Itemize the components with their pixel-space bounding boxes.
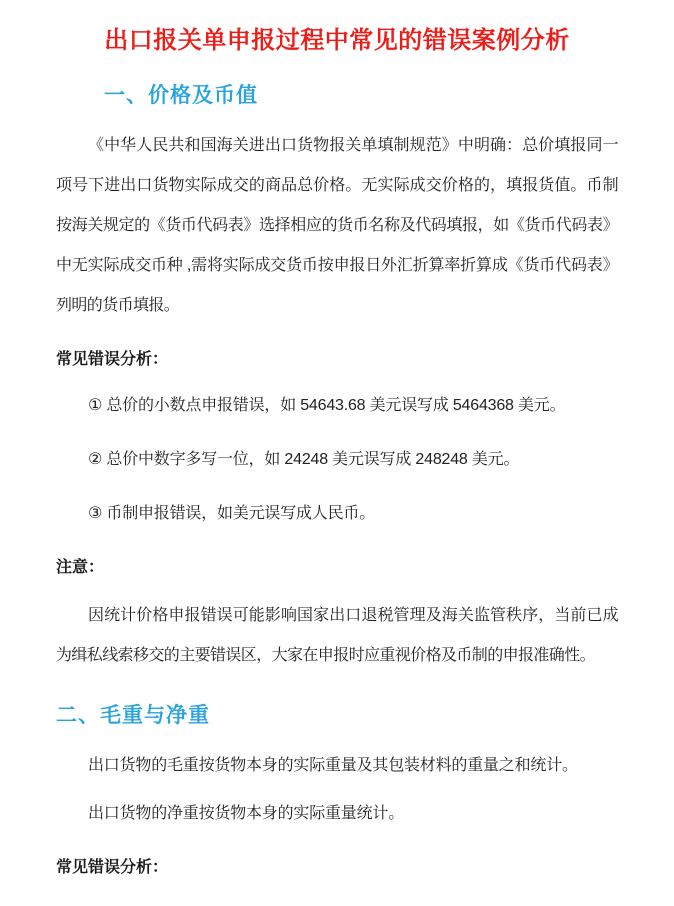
- section-gross-net-weight: [56, 702, 618, 880]
- text-line: 列明的货币填报。: [56, 297, 180, 314]
- note-label: 注意：: [56, 559, 105, 576]
- text-line: 项号下进出口货物实际成交的商品总价格。无实际成交价格的，填报货值。币制: [56, 177, 618, 194]
- text-line: 因统计价格申报错误可能影响国家出口退税管理及海关监管秩序，当前已成: [88, 607, 618, 624]
- page-title: 出口报关单申报过程中常见的错误案例分析: [104, 27, 570, 54]
- net-weight-paragraph: 出口货物的净重按货物本身的实际重量统计。: [88, 805, 405, 822]
- text-line: 中无实际成交币种 ,需将实际成交货币按申报日外汇折算率折算成《货币代码表》: [56, 257, 618, 274]
- error-item-2: ② 总价中数字多写一位，如 24248 美元误写成 248248 美元。: [88, 451, 520, 468]
- section-price-and-currency: [56, 82, 618, 676]
- section-heading-price-currency: 一、价格及币值: [104, 84, 258, 107]
- intro-paragraph: [56, 126, 618, 326]
- text-line: 为缉私线索移交的主要错误区，大家在申报时应重视价格及币制的申报准确性。: [56, 647, 596, 664]
- section-heading-gross-net-weight: 二、毛重与净重: [56, 704, 210, 727]
- common-errors-label: 常见错误分析：: [56, 351, 169, 368]
- error-item-1: ① 总价的小数点申报错误，如 54643.68 美元误写成 5464368 美元。: [88, 397, 566, 414]
- text-line: 按海关规定的《货币代码表》选择相应的货币名称及代码填报，如《货币代码表》: [56, 217, 618, 234]
- text-line: 《中华人民共和国海关进出口货物报关单填制规范》中明确：总价填报同一: [88, 137, 618, 154]
- error-item-3: ③ 币制申报错误，如美元误写成人民币。: [88, 505, 375, 522]
- common-errors-label-2: 常见错误分析：: [56, 859, 169, 876]
- gross-weight-paragraph: 出口货物的毛重按货物本身的实际重量及其包装材料的重量之和统计。: [88, 757, 578, 774]
- note-paragraph: [56, 596, 618, 676]
